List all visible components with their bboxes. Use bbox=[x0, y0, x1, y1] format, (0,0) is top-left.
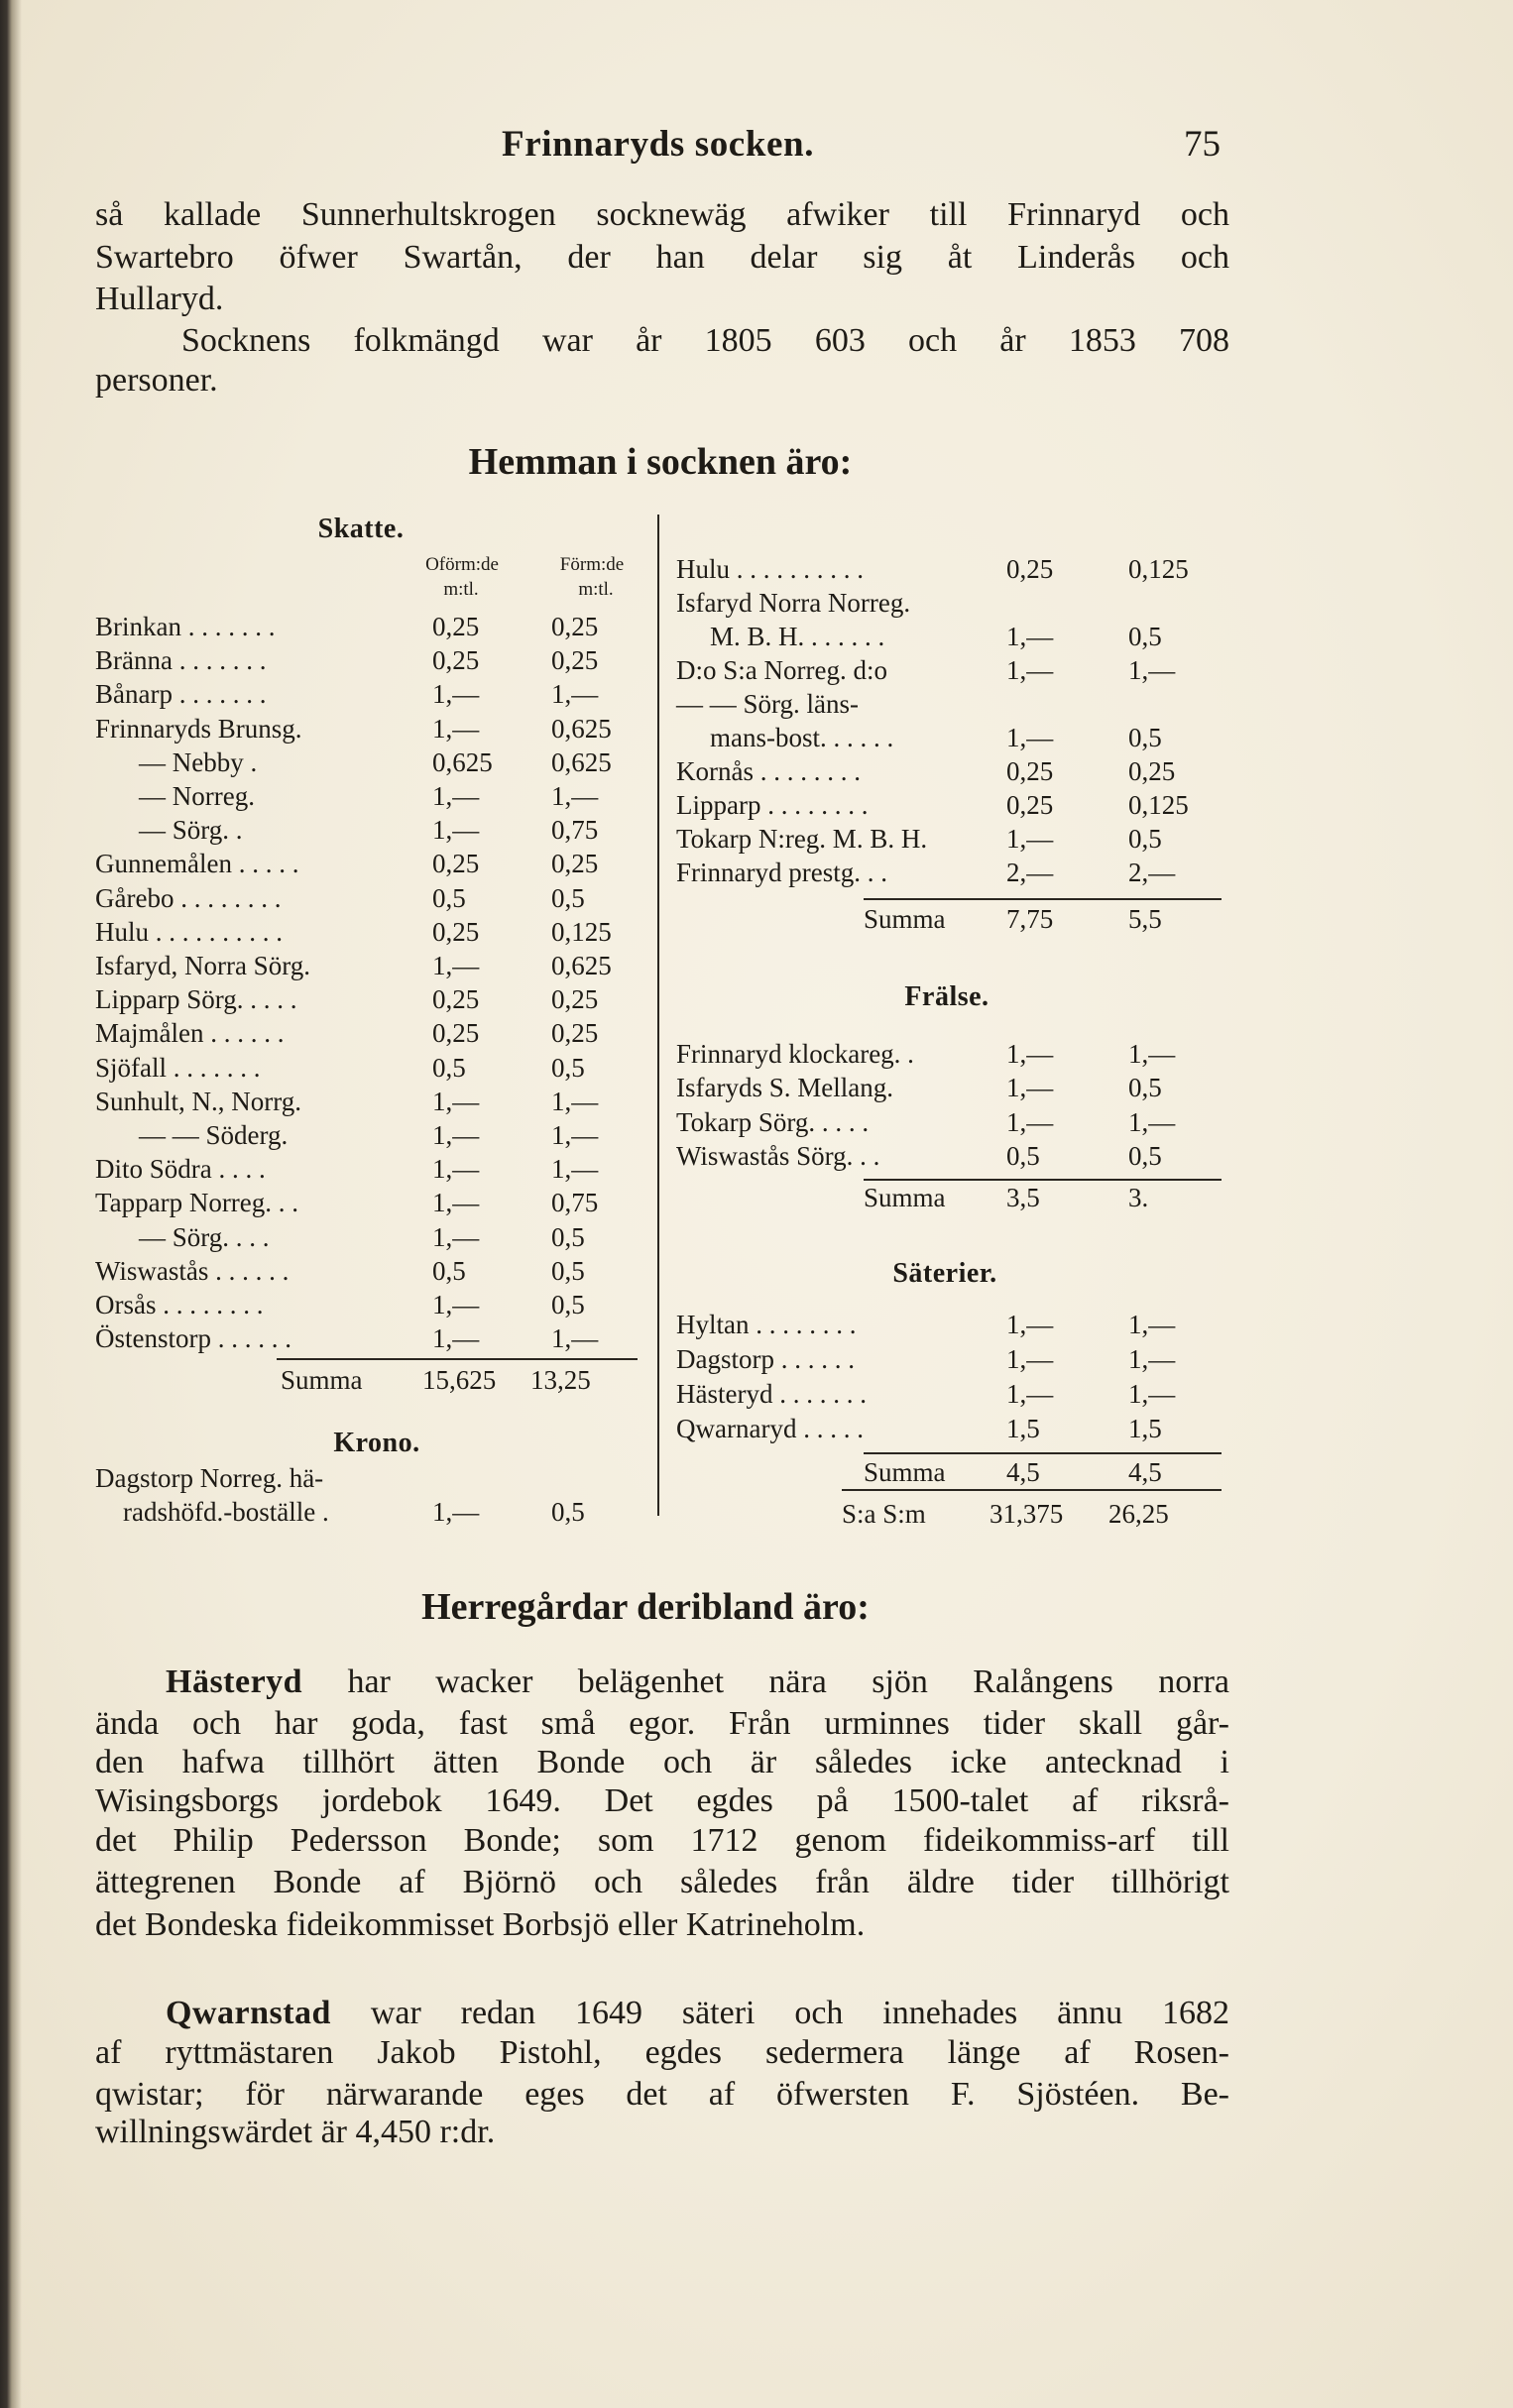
table-row bbox=[95, 745, 660, 779]
intro-line: Swartebro öfwer Swartån, der han delar sig åt Linderås och bbox=[95, 239, 1229, 276]
table-row bbox=[676, 856, 1241, 889]
table-row bbox=[95, 1254, 660, 1288]
row-oformedlade-mantal: 1,5 bbox=[1006, 1414, 1040, 1443]
row-label: Wiswastås Sörg. . . bbox=[676, 1141, 880, 1171]
table-row bbox=[676, 1308, 1241, 1341]
row-label: Orsås . . . . . . . . bbox=[95, 1290, 264, 1319]
summa-row-formedlade: 5,5 bbox=[1128, 904, 1162, 934]
table-row bbox=[95, 1186, 660, 1219]
row-label: — Sörg. . . . bbox=[139, 1222, 270, 1252]
table-row bbox=[95, 1051, 660, 1085]
summa-row bbox=[95, 1363, 660, 1397]
paragraph-lead: Hästeryd bbox=[166, 1663, 303, 1700]
total-row bbox=[676, 1497, 1241, 1531]
row-formedlade-mantal: 1,5 bbox=[1128, 1414, 1162, 1443]
table-row bbox=[95, 1152, 660, 1186]
row-oformedlade-mantal: 1,— bbox=[432, 1188, 480, 1217]
row-label: Qwarnaryd . . . . . bbox=[676, 1414, 864, 1443]
table-row bbox=[676, 552, 1241, 586]
row-label: Gårebo . . . . . . . . bbox=[95, 883, 282, 913]
row-formedlade-mantal: 0,25 bbox=[1128, 756, 1176, 786]
row-label-continued: M. B. H. . . . . . . bbox=[710, 622, 885, 651]
row-label: Frinnaryds Brunsg. bbox=[95, 714, 302, 744]
total-rule bbox=[842, 1489, 1222, 1491]
intro-line: så kallade Sunnerhultskrogen socknewäg afwiker till Frinnaryd och bbox=[95, 196, 1229, 233]
row-label: Lipparp Sörg. . . . . bbox=[95, 984, 297, 1014]
table-row bbox=[95, 712, 660, 745]
intro-line: Hullaryd. bbox=[95, 281, 224, 317]
row-label: Bränna . . . . . . . bbox=[95, 645, 267, 675]
row-oformedlade-mantal: 1,— bbox=[432, 1154, 480, 1184]
table-row bbox=[676, 1342, 1241, 1376]
row-oformedlade-mantal: 0,25 bbox=[1006, 554, 1054, 584]
table-row bbox=[95, 881, 660, 915]
table-row bbox=[676, 1412, 1241, 1445]
table-row bbox=[95, 949, 660, 982]
book-gutter-edge bbox=[0, 0, 22, 2408]
table-row bbox=[95, 982, 660, 1016]
table-row bbox=[676, 1377, 1241, 1411]
table-row bbox=[95, 1461, 660, 1527]
summa-row-formedlade: 13,25 bbox=[530, 1365, 591, 1395]
row-formedlade-mantal: 1,— bbox=[1128, 655, 1176, 685]
table-row bbox=[95, 1220, 660, 1254]
row-label: Wiswastås . . . . . . bbox=[95, 1256, 290, 1286]
table-row bbox=[676, 1105, 1241, 1139]
row-oformedlade-mantal: 1,— bbox=[432, 1087, 480, 1116]
row-label: — — Söderg. bbox=[139, 1120, 289, 1150]
row-oformedlade-mantal: 1,— bbox=[1006, 1379, 1054, 1409]
row-formedlade-mantal: 0,5 bbox=[1128, 1141, 1162, 1171]
row-label: — Sörg. . bbox=[139, 815, 243, 845]
row-label: Hyltan . . . . . . . . bbox=[676, 1310, 857, 1339]
row-label: — Nebby . bbox=[139, 747, 258, 777]
summa-row-formedlade: 3. bbox=[1128, 1183, 1149, 1212]
row-oformedlade-mantal: 0,5 bbox=[432, 883, 466, 913]
row-formedlade-mantal: 2,— bbox=[1128, 858, 1176, 887]
paragraph-lead: Qwarnstad bbox=[166, 1995, 331, 2031]
row-label: Frinnaryd prestg. . . bbox=[676, 858, 887, 887]
table-row bbox=[95, 813, 660, 847]
summa-row-label: Summa bbox=[864, 1183, 946, 1212]
table-row bbox=[676, 586, 1241, 651]
row-formedlade-mantal: 0,125 bbox=[1128, 790, 1189, 820]
row-oformedlade-mantal: 1,— bbox=[432, 679, 480, 709]
row-formedlade-mantal: 0,5 bbox=[551, 1222, 585, 1252]
row-oformedlade-mantal: 1,— bbox=[1006, 1039, 1054, 1069]
row-formedlade-mantal: 0,5 bbox=[551, 1290, 585, 1319]
row-formedlade-mantal: 0,25 bbox=[551, 984, 599, 1014]
hemman-heading: Hemman i socknen äro: bbox=[468, 441, 853, 483]
table-row bbox=[676, 653, 1241, 687]
summa-row-oformedlade: 15,625 bbox=[422, 1365, 497, 1395]
row-oformedlade-mantal: 0,5 bbox=[432, 1053, 466, 1083]
row-label: Hulu . . . . . . . . . . bbox=[676, 554, 864, 584]
intro-line: Socknens folkmängd war år 1805 603 och år 1853 708 bbox=[181, 322, 1229, 359]
row-label: Dito Södra . . . . bbox=[95, 1154, 266, 1184]
row-formedlade-mantal: 1,— bbox=[551, 781, 599, 811]
table-row bbox=[95, 610, 660, 643]
summa-row-oformedlade: 7,75 bbox=[1006, 904, 1054, 934]
row-oformedlade-mantal: 1,— bbox=[1006, 723, 1054, 752]
running-header: Frinnaryds socken. bbox=[502, 124, 815, 165]
row-label: Dagstorp Norreg. hä- bbox=[95, 1463, 324, 1493]
table-row bbox=[676, 1037, 1241, 1071]
table-row bbox=[676, 1139, 1241, 1173]
row-label: Tokarp N:reg. M. B. H. bbox=[676, 824, 928, 854]
table-row bbox=[95, 1321, 660, 1355]
row-oformedlade-mantal: 1,— bbox=[432, 1222, 480, 1252]
row-label: Tapparp Norreg. . . bbox=[95, 1188, 299, 1217]
table-row bbox=[95, 915, 660, 949]
row-oformedlade-mantal: 0,5 bbox=[1006, 1141, 1040, 1171]
row-label: Isfaryd Norra Norreg. bbox=[676, 588, 911, 618]
row-oformedlade-mantal: 1,— bbox=[432, 1290, 480, 1319]
row-oformedlade-mantal: 1,— bbox=[432, 1323, 480, 1353]
row-formedlade-mantal: 0,25 bbox=[551, 1018, 599, 1048]
row-oformedlade-mantal: 1,— bbox=[432, 1497, 480, 1527]
row-oformedlade-mantal: 1,— bbox=[1006, 1310, 1054, 1339]
row-label: Frinnaryd klockareg. . bbox=[676, 1039, 914, 1069]
row-label: Isfaryd, Norra Sörg. bbox=[95, 951, 310, 980]
row-formedlade-mantal: 1,— bbox=[1128, 1107, 1176, 1137]
table-row bbox=[95, 847, 660, 880]
oformedlade-header-unit: m:tl. bbox=[443, 579, 479, 600]
row-oformedlade-mantal: 0,25 bbox=[1006, 756, 1054, 786]
row-label-continued: mans-bost. . . . . . bbox=[710, 723, 894, 752]
paragraph-line: af ryttmästaren Jakob Pistohl, egdes sedermera länge af Rosen- bbox=[95, 2034, 1229, 2071]
row-formedlade-mantal: 0,5 bbox=[551, 1256, 585, 1286]
oformedlade-header: Oförm:de bbox=[425, 554, 499, 575]
row-label: Gunnemålen . . . . . bbox=[95, 849, 299, 878]
summa-row-label: Summa bbox=[281, 1365, 363, 1395]
row-formedlade-mantal: 0,625 bbox=[551, 714, 612, 744]
row-label: Sunhult, N., Norrg. bbox=[95, 1087, 302, 1116]
formedlade-header: Förm:de bbox=[559, 554, 625, 575]
paragraph-line: den hafwa tillhört ätten Bonde och är således icke antecknad i bbox=[95, 1744, 1229, 1780]
row-formedlade-mantal: 0,25 bbox=[551, 645, 599, 675]
row-oformedlade-mantal: 0,625 bbox=[432, 747, 493, 777]
table-row bbox=[676, 1071, 1241, 1104]
row-formedlade-mantal: 0,5 bbox=[1128, 723, 1162, 752]
row-label: Bånarp . . . . . . . bbox=[95, 679, 267, 709]
table-row bbox=[95, 779, 660, 813]
row-formedlade-mantal: 1,— bbox=[551, 679, 599, 709]
summa-row-oformedlade: 4,5 bbox=[1006, 1457, 1040, 1487]
row-oformedlade-mantal: 0,25 bbox=[432, 917, 480, 947]
row-formedlade-mantal: 1,— bbox=[1128, 1379, 1176, 1409]
row-label: Östenstorp . . . . . . bbox=[95, 1323, 291, 1353]
summa-rule bbox=[864, 898, 1222, 900]
row-formedlade-mantal: 1,— bbox=[1128, 1039, 1176, 1069]
row-formedlade-mantal: 1,— bbox=[1128, 1310, 1176, 1339]
paragraph-line: det Philip Pedersson Bonde; som 1712 genom fideikommiss-arf till bbox=[95, 1822, 1229, 1859]
row-formedlade-mantal: 0,125 bbox=[1128, 554, 1189, 584]
row-oformedlade-mantal: 0,25 bbox=[432, 1018, 480, 1048]
row-formedlade-mantal: 0,5 bbox=[551, 1497, 585, 1527]
herregardar-heading: Herregårdar deribland äro: bbox=[421, 1586, 870, 1628]
summa-row bbox=[676, 1455, 1241, 1489]
row-label: Brinkan . . . . . . . bbox=[95, 612, 276, 641]
row-label: Tokarp Sörg. . . . . bbox=[676, 1107, 870, 1137]
table-row bbox=[95, 1016, 660, 1050]
row-oformedlade-mantal: 0,25 bbox=[432, 849, 480, 878]
row-formedlade-mantal: 0,125 bbox=[551, 917, 612, 947]
table-row bbox=[95, 1288, 660, 1321]
row-oformedlade-mantal: 0,25 bbox=[1006, 790, 1054, 820]
row-label: D:o S:a Norreg. d:o bbox=[676, 655, 887, 685]
summa-row-label: Summa bbox=[864, 1457, 946, 1487]
row-formedlade-mantal: 0,75 bbox=[551, 815, 599, 845]
row-formedlade-mantal: 1,— bbox=[551, 1323, 599, 1353]
paragraph-line: ättegrenen Bonde af Björnö och således från äldre tider tillhörigt bbox=[95, 1864, 1229, 1900]
paragraph-line: qwistar; för närwarande eges det af öfwersten F. Sjöstéen. Be- bbox=[95, 2076, 1229, 2113]
row-oformedlade-mantal: 2,— bbox=[1006, 858, 1054, 887]
summa-row-formedlade: 4,5 bbox=[1128, 1457, 1162, 1487]
row-label: Isfaryds S. Mellang. bbox=[676, 1073, 893, 1102]
row-formedlade-mantal: 1,— bbox=[1128, 1344, 1176, 1374]
summa-row bbox=[676, 902, 1241, 936]
paragraph-first-line: war redan 1649 säteri och innehades ännu 1682 bbox=[370, 1995, 1229, 2031]
krono-title: Krono. bbox=[333, 1428, 420, 1458]
row-oformedlade-mantal: 0,5 bbox=[432, 1256, 466, 1286]
paragraph-first-line: har wacker belägenhet nära sjön Ralångens norra bbox=[347, 1663, 1229, 1700]
row-formedlade-mantal: 0,625 bbox=[551, 747, 612, 777]
row-oformedlade-mantal: 0,25 bbox=[432, 612, 480, 641]
row-oformedlade-mantal: 1,— bbox=[432, 951, 480, 980]
formedlade-header-unit: m:tl. bbox=[578, 579, 614, 600]
row-formedlade-mantal: 0,5 bbox=[551, 883, 585, 913]
row-label: Kornås . . . . . . . . bbox=[676, 756, 861, 786]
row-oformedlade-mantal: 0,25 bbox=[432, 984, 480, 1014]
row-label: Lipparp . . . . . . . . bbox=[676, 790, 869, 820]
row-oformedlade-mantal: 1,— bbox=[432, 781, 480, 811]
row-formedlade-mantal: 0,25 bbox=[551, 612, 599, 641]
row-formedlade-mantal: 0,625 bbox=[551, 951, 612, 980]
row-formedlade-mantal: 0,5 bbox=[1128, 1073, 1162, 1102]
row-label: — Norreg. bbox=[139, 781, 255, 811]
page-number: 75 bbox=[1184, 124, 1221, 165]
table-row bbox=[95, 1118, 660, 1152]
paragraph-line bbox=[166, 1662, 1229, 1703]
row-formedlade-mantal: 0,75 bbox=[551, 1188, 599, 1217]
row-formedlade-mantal: 0,5 bbox=[551, 1053, 585, 1083]
table-row bbox=[676, 788, 1241, 822]
row-oformedlade-mantal: 1,— bbox=[1006, 824, 1054, 854]
row-formedlade-mantal: 1,— bbox=[551, 1154, 599, 1184]
total-row-formedlade: 26,25 bbox=[1108, 1499, 1169, 1529]
row-oformedlade-mantal: 1,— bbox=[1006, 1073, 1054, 1102]
row-label: Dagstorp . . . . . . bbox=[676, 1344, 855, 1374]
paragraph-line: Wisingsborgs jordebok 1649. Det egdes på 1500-talet af riksrå- bbox=[95, 1782, 1229, 1819]
row-formedlade-mantal: 0,5 bbox=[1128, 824, 1162, 854]
paragraph-line: det Bondeska fideikommisset Borbsjö eller Katrineholm. bbox=[95, 1906, 866, 1943]
row-oformedlade-mantal: 1,— bbox=[1006, 1344, 1054, 1374]
summa-row-oformedlade: 3,5 bbox=[1006, 1183, 1040, 1212]
table-row bbox=[676, 822, 1241, 856]
total-row-label: S:a S:m bbox=[842, 1499, 926, 1529]
fralse-title: Frälse. bbox=[904, 981, 989, 1012]
row-label: Sjöfall . . . . . . . bbox=[95, 1053, 261, 1083]
row-oformedlade-mantal: 1,— bbox=[432, 815, 480, 845]
row-oformedlade-mantal: 1,— bbox=[432, 714, 480, 744]
summa-rule bbox=[277, 1358, 638, 1360]
table-row bbox=[676, 687, 1241, 752]
row-label: Hästeryd . . . . . . . bbox=[676, 1379, 867, 1409]
row-formedlade-mantal: 1,— bbox=[551, 1087, 599, 1116]
table-row bbox=[95, 677, 660, 711]
paragraph-line: willningswärdet är 4,450 r:dr. bbox=[95, 2114, 496, 2150]
table-row bbox=[95, 1085, 660, 1118]
total-row-oformedlade: 31,375 bbox=[989, 1499, 1064, 1529]
row-oformedlade-mantal: 1,— bbox=[1006, 1107, 1054, 1137]
row-formedlade-mantal: 1,— bbox=[551, 1120, 599, 1150]
row-oformedlade-mantal: 1,— bbox=[432, 1120, 480, 1150]
summa-rule bbox=[864, 1452, 1222, 1454]
intro-line: personer. bbox=[95, 362, 218, 399]
row-label: — — Sörg. läns- bbox=[676, 689, 860, 719]
row-oformedlade-mantal: 1,— bbox=[1006, 655, 1054, 685]
skatte-title: Skatte. bbox=[317, 514, 405, 544]
table-row bbox=[95, 643, 660, 677]
row-label-continued: radshöfd.-boställe . bbox=[123, 1497, 329, 1527]
summa-row bbox=[676, 1181, 1241, 1214]
row-oformedlade-mantal: 1,— bbox=[1006, 622, 1054, 651]
row-label: Majmålen . . . . . . bbox=[95, 1018, 285, 1048]
table-row bbox=[676, 754, 1241, 788]
row-formedlade-mantal: 0,25 bbox=[551, 849, 599, 878]
row-formedlade-mantal: 0,5 bbox=[1128, 622, 1162, 651]
paragraph-line: ända och har goda, fast små egor. Från urminnes tider skall går- bbox=[95, 1705, 1229, 1742]
paragraph-line bbox=[166, 1993, 1229, 2034]
saterier-title: Säterier. bbox=[892, 1258, 997, 1289]
row-label: Hulu . . . . . . . . . . bbox=[95, 917, 283, 947]
row-oformedlade-mantal: 0,25 bbox=[432, 645, 480, 675]
summa-row-label: Summa bbox=[864, 904, 946, 934]
